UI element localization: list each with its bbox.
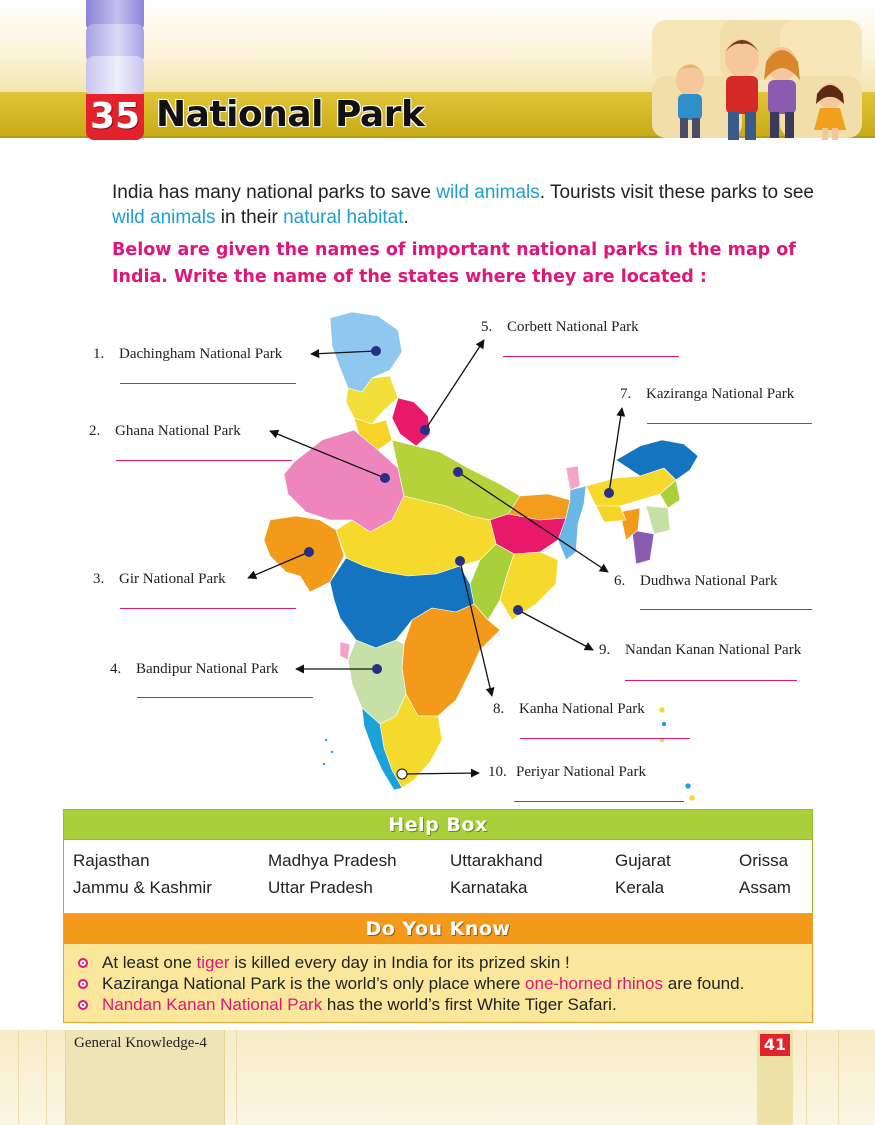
park-label-8: 8. Kanha National Park — [493, 701, 645, 717]
park-label-2: 2. Ghana National Park — [89, 423, 241, 439]
instruction-text: Below are given the names of important national parks in the map of India. Write the name of the states where they are located : — [112, 240, 796, 287]
answer-line-10[interactable] — [514, 801, 684, 802]
answer-line-5[interactable] — [503, 356, 679, 357]
help-item: Jammu & Kashmir — [73, 878, 212, 897]
park-dot-5 — [420, 425, 430, 435]
help-item: Karnataka — [450, 878, 528, 897]
help-item: Madhya Pradesh — [268, 851, 397, 870]
park-label-4: 4. Bandipur National Park — [110, 661, 279, 677]
park-dot-1 — [371, 346, 381, 356]
park-dot-6 — [453, 467, 463, 477]
highlight-wild-animals: wild animals — [436, 182, 540, 203]
park-label-7: 7. Kaziranga National Park — [620, 386, 795, 402]
help-item: Rajasthan — [73, 851, 150, 870]
park-dot-7 — [604, 488, 614, 498]
park-label-5: 5. Corbett National Park — [481, 319, 639, 335]
help-box — [63, 809, 813, 929]
help-item: Uttarakhand — [450, 851, 543, 870]
help-item: Uttar Pradesh — [268, 878, 373, 897]
chapter-tab-decoration — [86, 0, 144, 96]
india-map — [0, 300, 875, 810]
page-number: 41 — [760, 1034, 790, 1056]
help-item: Orissa — [739, 851, 789, 870]
park-label-9: 9. Nandan Kanan National Park — [599, 642, 802, 658]
help-item: Assam — [739, 878, 791, 897]
fact-item: Kaziranga National Park is the world’s only place where one-horned rhinos are found. — [78, 973, 812, 994]
highlight-wild-animals-2: wild animals — [112, 207, 216, 228]
book-title: General Knowledge-4 — [74, 1035, 207, 1051]
answer-line-4[interactable] — [137, 697, 313, 698]
do-you-know-body — [64, 944, 812, 1022]
chapter-number: 35 — [86, 94, 144, 140]
fact-item: Nandan Kanan National Park has the world’s first White Tiger Safari. — [78, 994, 812, 1015]
answer-line-9[interactable] — [625, 680, 797, 681]
bullet-icon — [78, 979, 88, 989]
park-dot-8 — [455, 556, 465, 566]
intro-paragraph: India has many national parks to save wild animals. Tourists visit these parks to see wild animals in their natural habitat. — [112, 182, 814, 228]
answer-line-7[interactable] — [647, 423, 812, 424]
park-label-10: 10. Periyar National Park — [488, 764, 646, 780]
answer-line-8[interactable] — [520, 738, 690, 739]
do-you-know-box — [63, 913, 813, 1023]
park-dot-10 — [397, 769, 407, 779]
help-box-title: Help Box — [64, 810, 812, 840]
help-item: Kerala — [615, 878, 665, 897]
answer-line-6[interactable] — [640, 609, 812, 610]
bullet-icon — [78, 1000, 88, 1010]
answer-line-1[interactable] — [120, 383, 296, 384]
page-title: National Park — [156, 94, 425, 135]
answer-line-2[interactable] — [116, 460, 292, 461]
park-dot-9 — [513, 605, 523, 615]
bullet-icon — [78, 958, 88, 968]
fact-item: At least one tiger is killed every day in India for its prized skin ! — [78, 952, 812, 973]
park-label-1: 1. Dachingham National Park — [93, 346, 283, 362]
help-item: Gujarat — [615, 851, 671, 870]
park-dot-2 — [380, 473, 390, 483]
do-you-know-title: Do You Know — [64, 914, 812, 944]
park-label-3: 3. Gir National Park — [93, 571, 226, 587]
park-label-6: 6. Dudhwa National Park — [614, 573, 778, 589]
answer-line-3[interactable] — [120, 608, 296, 609]
children-illustration — [650, 18, 865, 142]
park-dot-3 — [304, 547, 314, 557]
highlight-natural-habitat: natural habitat — [283, 207, 404, 228]
park-dot-4 — [372, 664, 382, 674]
